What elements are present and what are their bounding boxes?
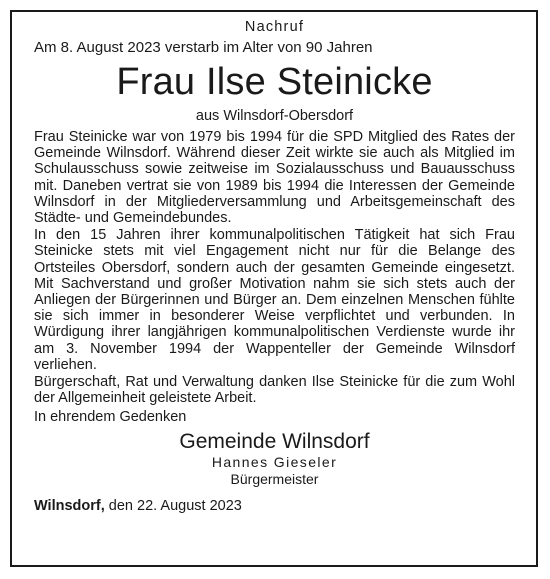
footer-place: Wilnsdorf, [34,497,105,514]
notice-heading: Nachruf [244,19,305,35]
paragraph-council-service: Frau Steinicke war von 1979 bis 1994 für die SPD Mitglied des Rates der Gemeinde Wilnsdorf. Während dieser Zeit wirkte sie auch als Mitglied im Schulausschuss sowie zeitweise im Sozialausschuss und Bauausschuss mit. Daneben vertrat sie von 1989 bis 1994 die Interessen der Gemeinde Wilnsdorf in der Mitgliederversammlung und Arbeitsgemeinschaft des Städte- und Gemeindebundes. [34,129,515,227]
deceased-origin: aus Wilnsdorf-Obersdorf [195,108,354,124]
signer-title: Bürgermeister [230,470,319,487]
organization-name: Gemeinde Wilnsdorf [179,429,370,453]
place-and-date [34,497,515,515]
closing-phrase: In ehrendem Gedenken [34,409,187,426]
notice-intro: Am 8. August 2023 verstarb im Alter von 90 Jahren [34,39,373,56]
paragraph-engagement: In den 15 Jahren ihrer kommunalpolitischen Tätigkeit hat sich Frau Steinicke stets mit viel Engagement nicht nur für die Belange des Ortsteiles Obersdorf, sondern auch der gesamten Gemeinde eingesetzt. Mit Sachverstand und großer Motivation nahm sie sich stets auch der Anliegen der Bürgerinnen und Bürger an. Dem einzelnen Menschen fühlte sie sich immer in besonderer Weise verpflichtet und verbunden. In Würdigung ihrer langjährigen kommunalpolitischen Verdienste wurde ihr am 3. November 1994 der Wappenteller der Gemeinde Wilnsdorf verliehen. [34,227,515,373]
deceased-name: Frau Ilse Steinicke [116,61,433,103]
obituary-notice [34,18,515,515]
footer-date: den 22. August 2023 [104,497,242,514]
signer-name: Hannes Gieseler [211,453,338,470]
paragraph-thanks: Bürgerschaft, Rat und Verwaltung danken Ilse Steinicke für die zum Wohl der Allgemeinheit geleistete Arbeit. [34,374,515,407]
